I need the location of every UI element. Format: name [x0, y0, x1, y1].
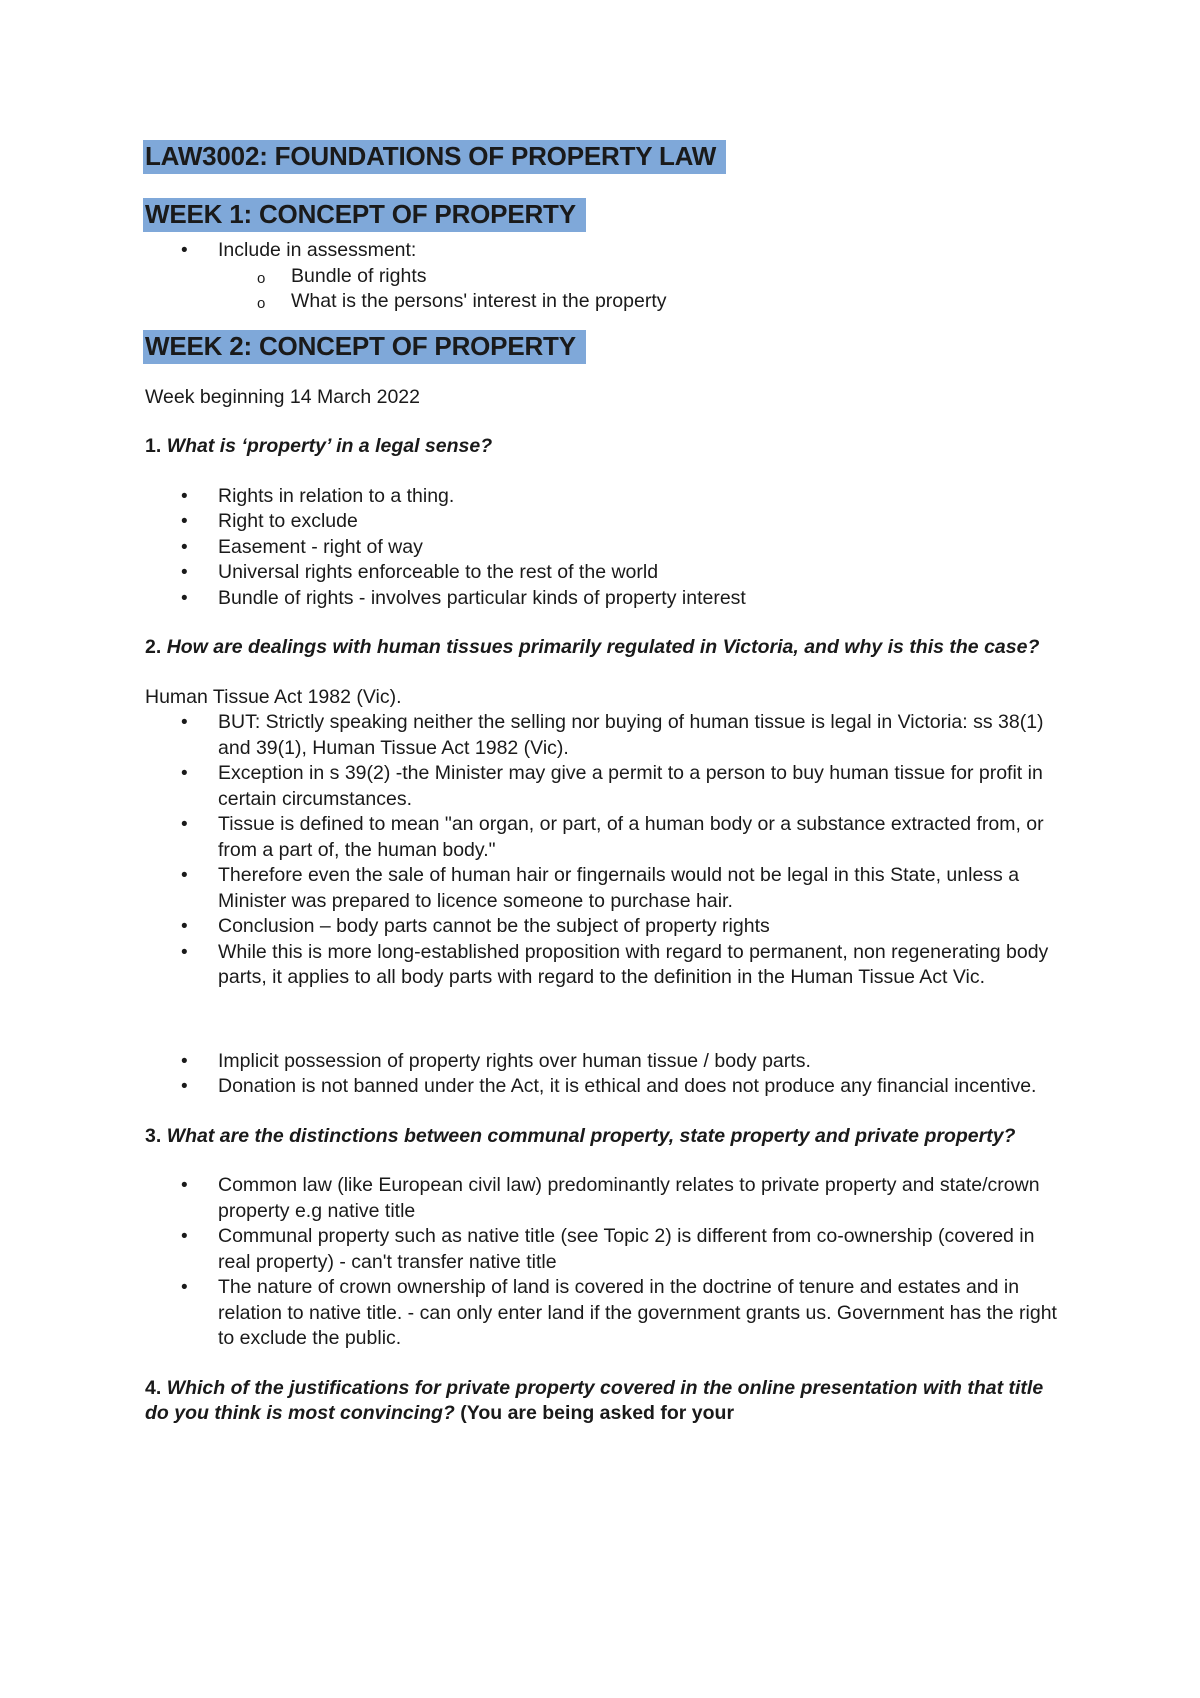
- list-item: • Common law (like European civil law) predominantly relates to private property and state/crown property e.g native title: [145, 1173, 1065, 1224]
- question-2-list-2: [145, 1049, 1065, 1100]
- list-item: • Bundle of rights - involves particular kinds of property interest: [145, 586, 1065, 612]
- question-1-list: [145, 484, 1065, 612]
- week1-list: [145, 238, 1065, 264]
- week2-heading-block: [145, 330, 1065, 370]
- question-3-list: [145, 1173, 1065, 1352]
- question-4: 4. Which of the justifications for private property covered in the online presentation with that title do you think is most convincing? (You are being asked for your: [145, 1376, 1044, 1424]
- doc-title-block: [145, 140, 1065, 180]
- list-item: • Tissue is defined to mean "an organ, or part, of a human body or a substance extracted from, or from a part of, the human body.": [145, 812, 1065, 863]
- list-item: • Rights in relation to a thing.: [145, 484, 1065, 510]
- week-beginning: Week beginning 14 March 2022: [145, 385, 420, 408]
- list-item: • Communal property such as native title (see Topic 2) is different from co-ownership (covered in real property) - can't transfer native title: [145, 1224, 1065, 1275]
- doc-title: LAW3002: FOUNDATIONS OF PROPERTY LAW: [143, 140, 726, 174]
- list-item: o What is the persons' interest in the property: [145, 289, 1065, 315]
- list-item: • Include in assessment:: [145, 238, 1065, 264]
- week1-sublist: [145, 264, 1065, 315]
- week1-heading-block: [145, 198, 1065, 238]
- question-2: 2. How are dealings with human tissues primarily regulated in Victoria, and why is this the case?: [145, 636, 1040, 658]
- question-2-list: [145, 710, 1065, 991]
- week1-heading: WEEK 1: CONCEPT OF PROPERTY: [143, 198, 586, 232]
- list-item: • Conclusion – body parts cannot be the subject of property rights: [145, 914, 1065, 940]
- question-1: 1. What is ‘property’ in a legal sense?: [145, 435, 493, 457]
- document-page: [145, 140, 1065, 1427]
- question-2-intro: Human Tissue Act 1982 (Vic).: [145, 685, 402, 708]
- list-item: • The nature of crown ownership of land is covered in the doctrine of tenure and estates and in relation to native title. - can only enter land if the government grants us. Government has the right to exclude the public.: [145, 1275, 1065, 1352]
- list-item: • Donation is not banned under the Act, it is ethical and does not produce any financial incentive.: [145, 1074, 1065, 1100]
- list-item: • While this is more long-established proposition with regard to permanent, non regenerating body parts, it applies to all body parts with regard to the definition in the Human Tissue Act Vic.: [145, 940, 1065, 991]
- list-item: • Exception in s 39(2) -the Minister may give a permit to a person to buy human tissue for profit in certain circumstances.: [145, 761, 1065, 812]
- list-item: o Bundle of rights: [145, 264, 1065, 290]
- list-item: • Easement - right of way: [145, 535, 1065, 561]
- list-item: • BUT: Strictly speaking neither the selling nor buying of human tissue is legal in Victoria: ss 38(1) and 39(1), Human Tissue Act 1982 (Vic).: [145, 710, 1065, 761]
- list-item: • Universal rights enforceable to the rest of the world: [145, 560, 1065, 586]
- week2-heading: WEEK 2: CONCEPT OF PROPERTY: [143, 330, 586, 364]
- list-item: • Right to exclude: [145, 509, 1065, 535]
- list-item: • Therefore even the sale of human hair or fingernails would not be legal in this State, unless a Minister was prepared to licence someone to purchase hair.: [145, 863, 1065, 914]
- list-item: • Implicit possession of property rights over human tissue / body parts.: [145, 1049, 1065, 1075]
- question-3: 3. What are the distinctions between communal property, state property and private property?: [145, 1124, 1016, 1147]
